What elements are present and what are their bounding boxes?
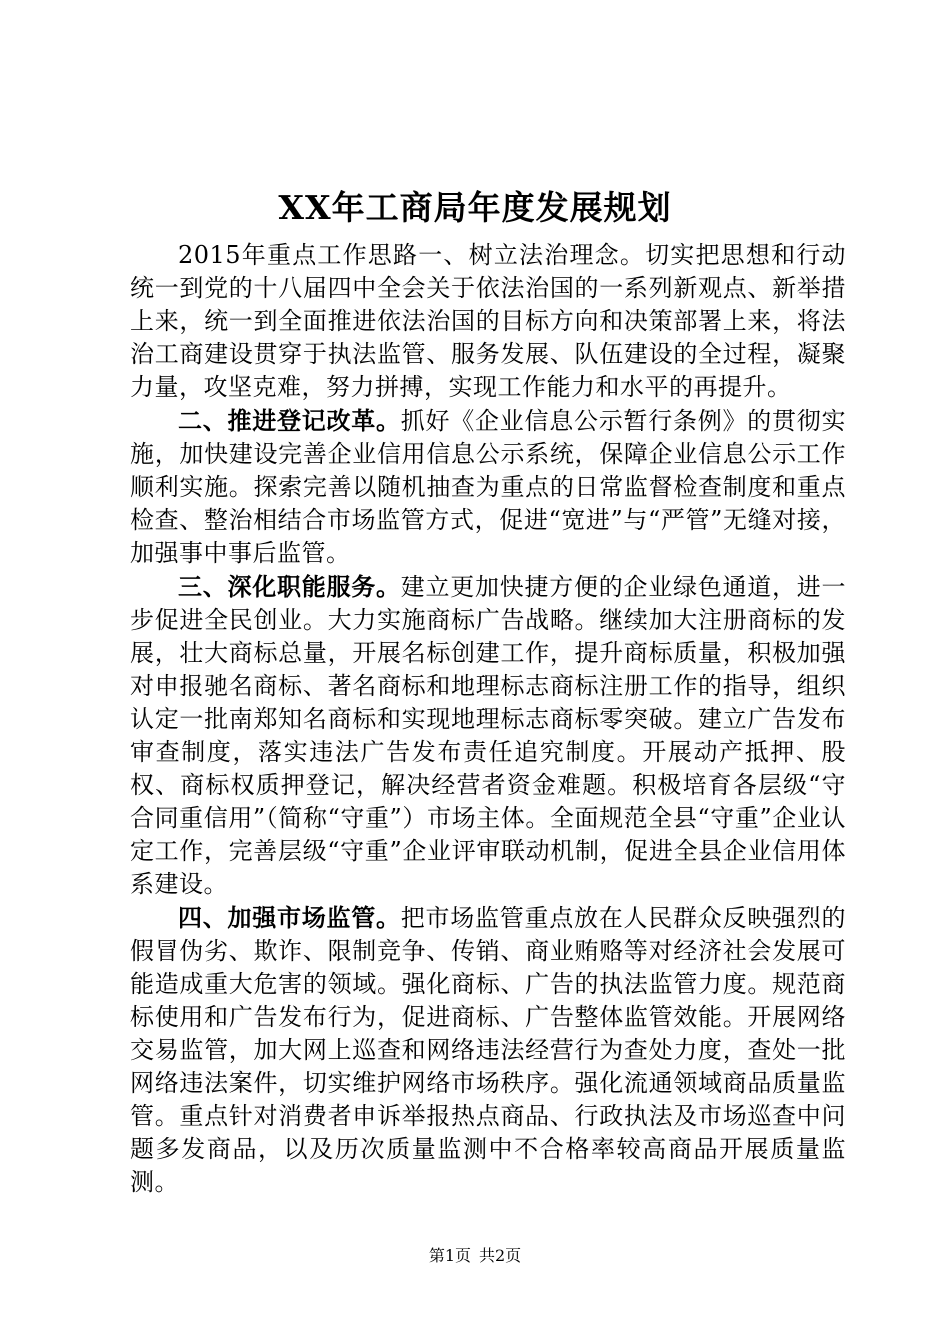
paragraph-4	[130, 901, 846, 1199]
paragraph-text: 抓好《企业信息公示暂行条例》的贯彻实施，加快建设完善企业信用信息公示系统，保障企业信息公示工作顺利实施。探索完善以随机抽查为重点的日常监督检查制度和重点检查、整治相结合市场监管方式，促进“宽进”与“严管”无缝对接，加强事中事后监管。	[130, 407, 846, 567]
page-number: 第1页	[428, 1246, 471, 1265]
document-title: XX年工商局年度发展规划	[278, 188, 672, 227]
paragraph-3	[130, 570, 846, 901]
page-total: 共2页	[479, 1246, 522, 1265]
paragraph-2	[130, 404, 846, 570]
document-body	[130, 238, 846, 1199]
paragraph-1	[130, 238, 846, 404]
paragraph-text: 建立更加快捷方便的企业绿色通道，进一步促进全民创业。大力实施商标广告战略。继续加大注册商标的发展，壮大商标总量，开展名标创建工作，提升商标质量，积极加强对申报驰名商标、著名商标和地理标志商标注册工作的指导，组织认定一批南郑知名商标和实现地理标志商标零突破。建立广告发布审查制度，落实违法广告发布责任追究制度。开展动产抵押、股权、商标权质押登记，解决经营者资金难题。积极培育各层级“守合同重信用”（简称“守重”）市场主体。全面规范全县“守重”企业认定工作，完善层级“守重”企业评审联动机制，促进全县企业信用体系建设。	[130, 573, 846, 898]
paragraph-text: 2015年重点工作思路一、树立法治理念。切实把思想和行动统一到党的十八届四中全会关于依法治国的一系列新观点、新举措上来，统一到全面推进依法治国的目标方向和决策部署上来，将法治工商建设贯穿于执法监管、服务发展、队伍建设的全过程，凝聚力量，攻坚克难，努力拼搏，实现工作能力和水平的再提升。	[130, 241, 846, 401]
paragraph-text: 把市场监管重点放在人民群众反映强烈的假冒伪劣、欺诈、限制竞争、传销、商业贿赂等对经济社会发展可能造成重大危害的领域。强化商标、广告的执法监管力度。规范商标使用和广告发布行为，促进商标、广告整体监管效能。开展网络交易监管，加大网上巡查和网络违法经营行为查处力度，查处一批网络违法案件，切实维护网络市场秩序。强化流通领域商品质量监管。重点针对消费者申诉举报热点商品、行政执法及市场巡查中问题多发商品，以及历次质量监测中不合格率较高商品开展质量监测。	[130, 904, 846, 1196]
paragraph-heading: 二、推进登记改革。	[178, 406, 401, 435]
paragraph-heading: 四、加强市场监管。	[178, 903, 401, 932]
paragraph-heading: 三、深化职能服务。	[178, 572, 401, 601]
page-footer	[0, 1246, 950, 1266]
